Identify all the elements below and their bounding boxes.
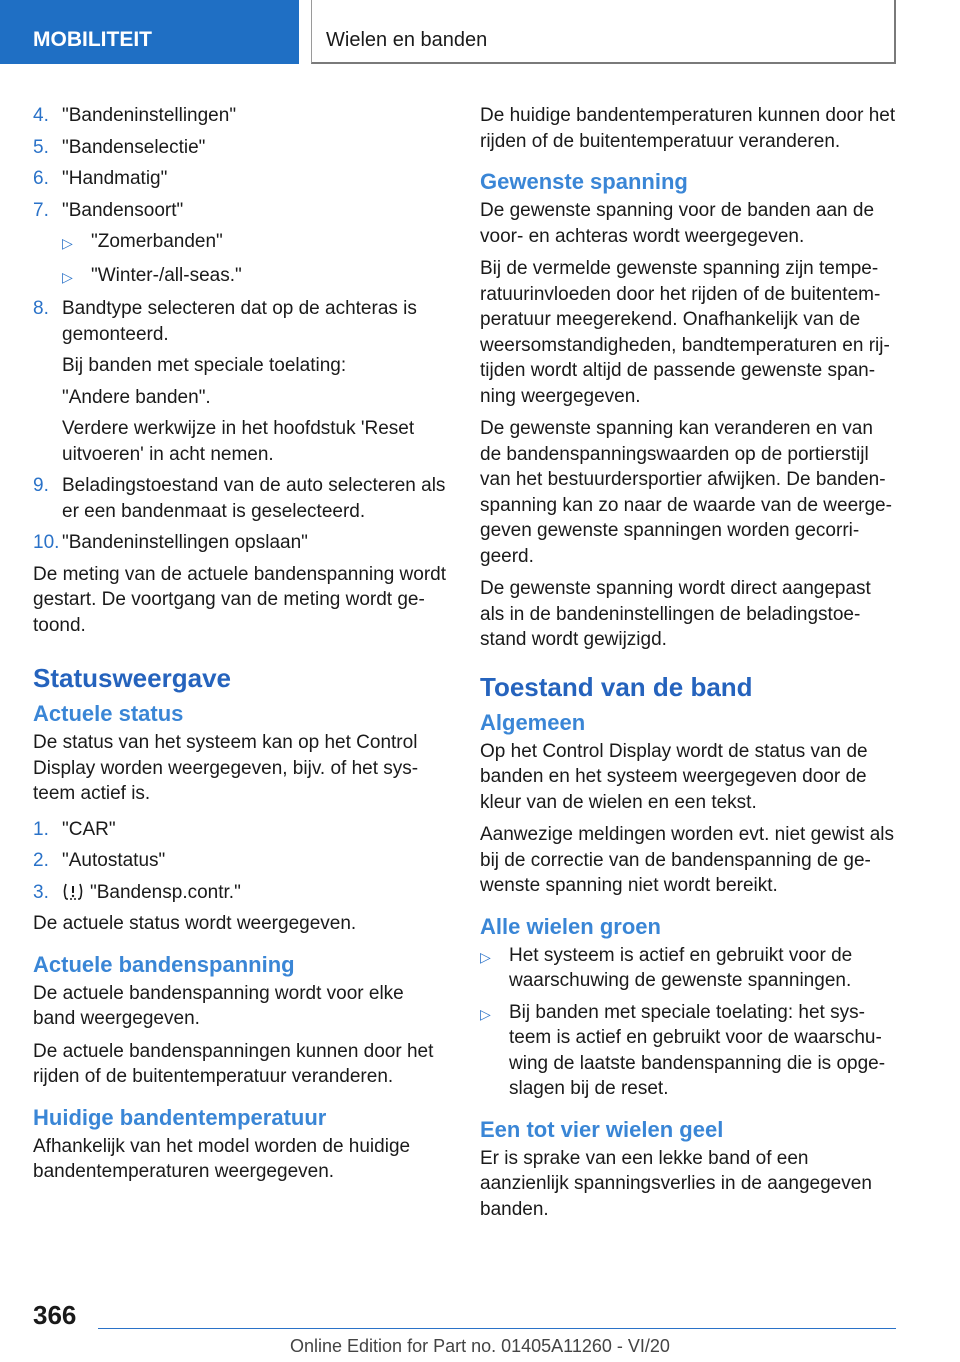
- paragraph: De meting van de actuele bandenspanning wordt gestart. De voortgang van de meting wordt getoond.: [33, 563, 447, 636]
- paragraph: De actuele bandenspanningen kunnen door het rijden of de buitentemperatuur veranderen.: [33, 1040, 434, 1087]
- list-item: 6. "Handmatig": [33, 168, 168, 189]
- paragraph: De actuele bandenspanning wordt voor elke band weergegeven.: [33, 982, 404, 1029]
- subsection-heading: Gewenste spanning: [480, 169, 688, 194]
- list-item: 1. "CAR": [33, 818, 116, 840]
- sub-list-item: ▷ "Winter-/all-seas.": [62, 263, 449, 291]
- paragraph: De gewenste spanning kan veranderen en van de bandenspanningswaarden op de portierstijl van het bestuurdersportier afwijken. De bandenspanning kan zo naar de waarde van de weergegeven gewenste spanningen worden gecorrigeerd.: [480, 418, 892, 567]
- triangle-bullet-icon: ▷: [480, 1005, 491, 1022]
- paragraph: Afhankelijk van het model worden de huidige bandentemperaturen weergegeven.: [33, 1135, 411, 1182]
- left-column: [33, 103, 449, 1192]
- footer-divider: [98, 1328, 896, 1329]
- paragraph: De gewenste spanning voor de banden aan de voor- en achteras wordt weergegeven.: [480, 200, 875, 247]
- section-label: MOBILITEIT: [33, 28, 152, 51]
- bullet-item: ▷ Bij banden met speciale toelating: het systeem is actief en gebruikt voor de waarschuwing de laatste bandenspanning die is opgeslagen bij de reset.: [480, 1000, 896, 1102]
- list-continuation: Verdere werkwijze in het hoofdstuk 'Reset uitvoeren' in acht nemen.: [62, 418, 415, 465]
- bullet-item: ▷ Het systeem is actief en gebruikt voor de waarschuwing de gewenste spanningen.: [480, 943, 896, 994]
- paragraph: Op het Control Display wordt de status van de banden en het systeem weergegeven door de kleur van de wielen en een tekst.: [480, 740, 868, 813]
- page-number: 366: [33, 1300, 77, 1330]
- list-item: 2. "Autostatus": [33, 850, 166, 871]
- list-item: 3. "Bandensp.contr.": [33, 881, 241, 903]
- triangle-bullet-icon: ▷: [480, 948, 491, 965]
- subsection-heading: Een tot vier wielen geel: [480, 1116, 724, 1142]
- triangle-bullet-icon: ▷: [62, 235, 73, 251]
- paragraph: Er is sprake van een lekke band of een aanzienlijk spanningsverlies in de aangegeven banden.: [480, 1147, 872, 1220]
- chapter-header: [311, 0, 896, 64]
- tire-pressure-warning-icon: [62, 882, 84, 902]
- section-heading: Statusweergave: [33, 663, 231, 693]
- chapter-label: Wielen en banden: [326, 29, 488, 51]
- paragraph: De actuele status wordt weergegeven.: [33, 913, 357, 934]
- section-tab: [0, 0, 299, 64]
- footer-edition: Online Edition for Part no. 01405A11260 - VI/20: [290, 1336, 670, 1356]
- subsection-heading: Algemeen: [480, 709, 586, 735]
- subsection-heading: Huidige bandentemperatuur: [33, 1104, 327, 1130]
- paragraph: De status van het systeem kan op het Control Display worden weergegeven, bijv. of het systeem actief is.: [33, 732, 419, 804]
- sub-list-item: ▷ "Zomerbanden": [62, 229, 449, 257]
- list-continuation: Bij banden met speciale toelating:: [62, 355, 347, 376]
- subsection-heading: Actuele status: [33, 701, 184, 726]
- list-item: 10. "Bandeninstellingen opslaan": [33, 532, 308, 553]
- list-item: 9. Beladingstoestand van de auto selecteren als er een bandenmaat is geselecteerd.: [33, 475, 446, 522]
- triangle-bullet-icon: ▷: [62, 268, 73, 285]
- section-heading: Toestand van de band: [480, 671, 753, 702]
- list-item: 5. "Bandenselectie": [33, 136, 206, 158]
- list-item: 4. "Bandeninstellingen": [33, 105, 237, 126]
- paragraph: Aanwezige meldingen worden evt. niet gewist als bij de correctie van de bandenspanning de gewenste spanning niet wordt bereikt.: [480, 824, 895, 896]
- list-continuation: "Andere banden".: [62, 386, 211, 408]
- paragraph: De gewenste spanning wordt direct aangepast als in de bandeninstellingen de beladingstoestand wordt gewijzigd.: [480, 578, 871, 650]
- paragraph: De huidige bandentemperaturen kunnen door het rijden of de buitentemperatuur veranderen.: [480, 105, 896, 152]
- subsection-heading: Actuele bandenspanning: [33, 951, 295, 977]
- list-item: 8. Bandtype selecteren dat op de achteras is gemonteerd.: [33, 298, 417, 345]
- list-item: 7. "Bandensoort": [33, 199, 184, 221]
- subsection-heading: Alle wielen groen: [480, 913, 661, 939]
- paragraph: Bij de vermelde gewenste spanning zijn temperatuurinvloeden door het rijden of de buitentemperatuur meegerekend. Onafhankelijk van de weersomstandigheden, bandtemperaturen en rijtijden wordt altijd de passende gewenste spanning weergegeven.: [480, 258, 890, 407]
- right-column: [480, 103, 896, 1229]
